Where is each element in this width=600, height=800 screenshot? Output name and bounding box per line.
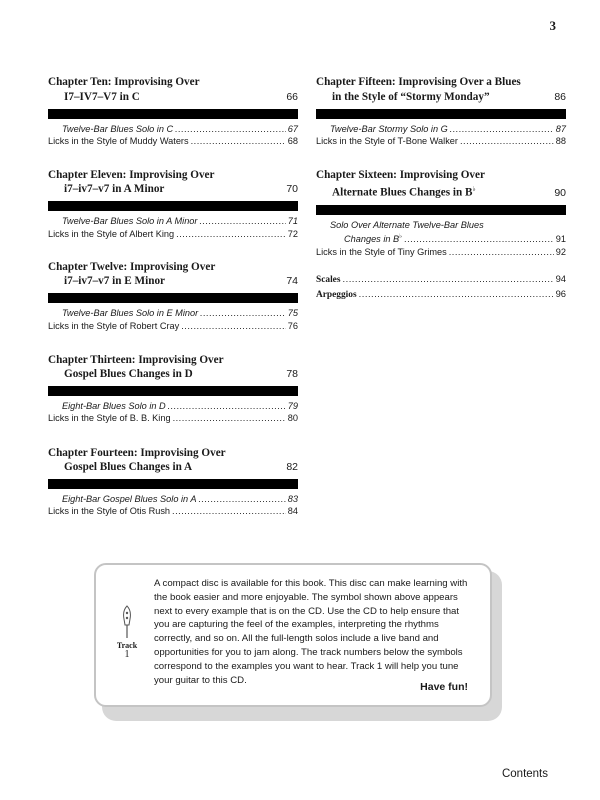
chapter-page: 82: [286, 461, 298, 474]
toc-chapter-ten: [48, 76, 298, 147]
notice-text: A compact disc is available for this book. This disc can make learning with the book easier and more enjoyable. The symbol shown above appears next to every example that is on the CD. Use the CD to help ensure that you are capturing the feel of the examples, interpreting the rhythms correctly, and so on. All the full-length solos include a live band and opportunities for you to jam along. The track numbers below the symbols correspond to the examples you want to hear. Track 1 will help you tune your guitar to this CD.: [154, 578, 468, 686]
toc-chapter-eleven: [48, 169, 298, 240]
chapter-title: Chapter Fifteen: Improvising Over a Blues: [316, 76, 521, 88]
chapter-subtitle: Gospel Blues Changes in D: [64, 368, 193, 381]
chapter-page: 74: [286, 275, 298, 288]
toc-entry[interactable]: Twelve-Bar Stormy Solo in G ..... 87: [316, 123, 566, 135]
toc-chapter-fifteen: [316, 76, 566, 147]
track-label: Track: [116, 641, 138, 650]
chapter-title: Chapter Eleven: Improvising Over: [48, 168, 215, 181]
toc-chapter-twelve: [48, 261, 298, 332]
page-number: 3: [549, 18, 556, 33]
chapter-divider-bar: [48, 293, 298, 303]
footer-section-label: Contents: [501, 768, 548, 780]
chapter-divider-bar: [48, 201, 298, 211]
guitar-headstock-icon: [120, 605, 134, 639]
toc-entry[interactable]: Twelve-Bar Blues Solo in A Minor ..... 71: [48, 215, 298, 227]
chapter-subtitle: i7–iv7–v7 in A Minor: [64, 183, 165, 196]
toc-entry[interactable]: Licks in the Style of Tiny Grimes ..... 92: [316, 246, 566, 258]
chapter-page: 86: [554, 90, 566, 103]
toc-entry[interactable]: Licks in the Style of Albert King ..... 72: [48, 228, 298, 240]
chapter-title: Chapter Fourteen: Improvising Over: [48, 446, 226, 459]
chapter-subtitle: Gospel Blues Changes in A: [64, 461, 193, 474]
chapter-divider-bar: [48, 109, 298, 119]
toc-entry[interactable]: Twelve-Bar Blues Solo in E Minor ..... 75: [48, 307, 298, 319]
toc-chapter-sixteen: [316, 169, 566, 258]
cd-track-symbol: [112, 605, 142, 660]
toc-entry[interactable]: Eight-Bar Blues Solo in D ..... 79: [48, 400, 298, 412]
chapter-title: Chapter Ten: Improvising Over: [48, 76, 200, 88]
toc-entry[interactable]: Licks in the Style of Robert Cray ..... 76: [48, 320, 298, 332]
chapter-divider-bar: [48, 386, 298, 396]
toc-entry[interactable]: Licks in the Style of Muddy Waters ..... 68: [48, 135, 298, 147]
toc-entry[interactable]: Licks in the Style of B. B. King ..... 80: [48, 412, 298, 424]
toc-entry[interactable]: Twelve-Bar Blues Solo in C ..... 67: [48, 123, 298, 135]
chapter-divider-bar: [316, 109, 566, 119]
toc-entry[interactable]: Eight-Bar Gospel Blues Solo in A ..... 83: [48, 493, 298, 505]
chapter-title: Chapter Sixteen: Improvising Over: [316, 168, 485, 181]
toc-entry[interactable]: Licks in the Style of T-Bone Walker ..... 88: [316, 135, 566, 147]
toc-entry-scales[interactable]: Scales ..... 94: [316, 272, 566, 287]
chapter-subtitle: Alternate Blues Changes in B♭: [332, 185, 476, 200]
chapter-page: 90: [554, 187, 566, 200]
toc-entry[interactable]: Solo Over Alternate Twelve-Bar Blues Changes in B♭ ..... 91: [316, 219, 566, 245]
chapter-page: 70: [286, 183, 298, 196]
toc-entry[interactable]: Licks in the Style of Otis Rush ..... 84: [48, 505, 298, 517]
toc-entry-arpeggios[interactable]: Arpeggios ..... 96: [316, 287, 566, 302]
have-fun-text: Have fun!: [420, 681, 468, 693]
toc-chapter-thirteen: [48, 354, 298, 425]
toc-chapter-fourteen: [48, 447, 298, 518]
chapter-title: Chapter Thirteen: Improvising Over: [48, 353, 224, 366]
toc-left-column: [48, 76, 298, 518]
cd-notice-box: [94, 563, 492, 707]
chapter-subtitle: in the Style of “Stormy Monday”: [332, 90, 490, 103]
chapter-subtitle: i7–iv7–v7 in E Minor: [64, 275, 166, 288]
chapter-divider-bar: [316, 205, 566, 215]
track-number: 1: [124, 649, 130, 660]
chapter-page: 66: [286, 90, 298, 103]
chapter-title: Chapter Twelve: Improvising Over: [48, 260, 216, 273]
chapter-divider-bar: [48, 479, 298, 489]
chapter-subtitle: I7–IV7–V7 in C: [64, 90, 140, 103]
toc-right-column: [316, 76, 566, 302]
chapter-page: 78: [286, 368, 298, 381]
